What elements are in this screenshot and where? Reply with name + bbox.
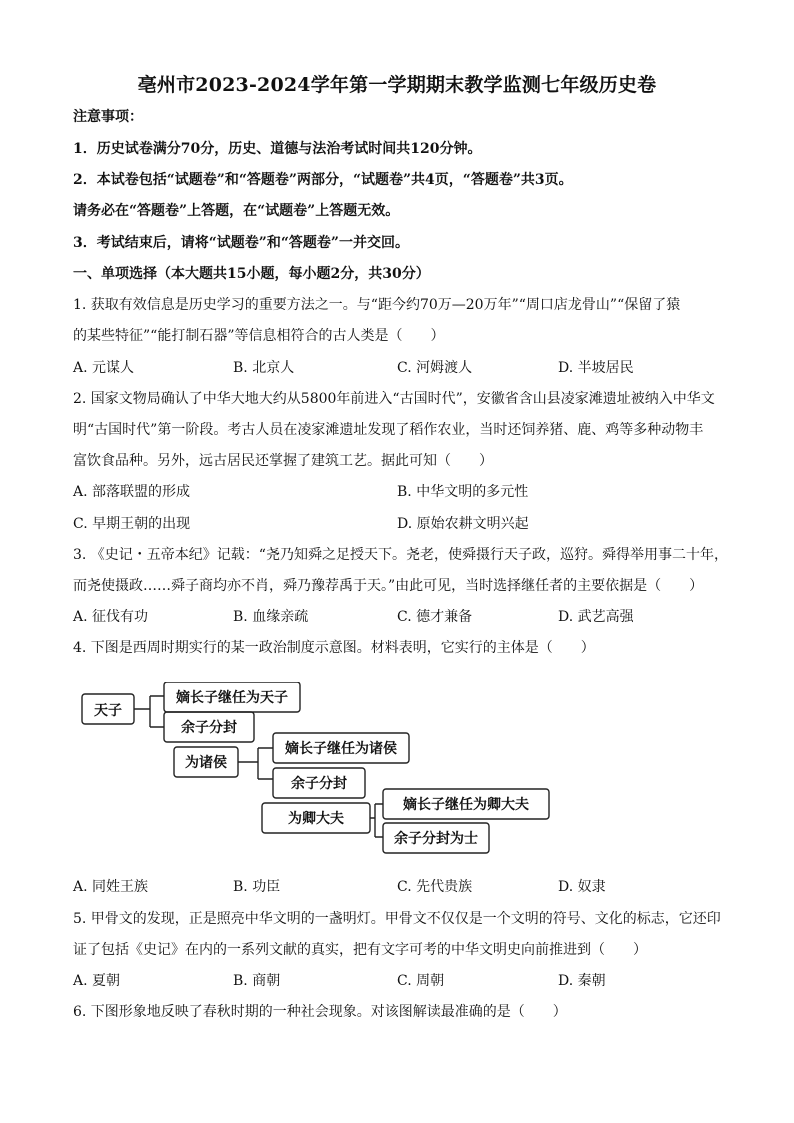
notice-item: 请务必在“答题卷”上答题，在“试题卷”上答题无效。 <box>73 203 400 219</box>
diagram-qingdafu-rest: 余子分封为士 <box>394 831 478 847</box>
question-2-line: 富饮食品种。另外，远古居民还掌握了建筑工艺。据此可知（ ） <box>73 453 493 469</box>
question-5-line: 5. 甲骨文的发现，正是照亮中华文明的一盏明灯。甲骨文不仅仅是一个文明的符号、文化的标志，它还印 <box>73 911 721 927</box>
question-4-option-c: C. 先代贵族 <box>397 879 473 895</box>
question-3-option-a: A. 征伐有功 <box>73 609 149 625</box>
question-4-option-d: D. 奴隶 <box>558 879 606 895</box>
question-2-option-c: C. 早期王朝的出现 <box>73 516 191 532</box>
question-1-line: 1. 获取有效信息是历史学习的重要方法之一。与“距今约70万—20万年”“周口店龙骨山”“保留了猿 <box>73 297 681 313</box>
diagram-zhuhou-heir: 嫡长子继任为诸侯 <box>285 741 397 757</box>
question-3-line: 而尧使摄政……舜子商均亦不肖，舜乃豫荐禹于天。”由此可见，当时选择继任者的主要依据是（ ） <box>73 578 704 594</box>
question-3-line: 3. 《史记・五帝本纪》记载：“尧乃知舜之足授天下。尧老，使舜摄行天子政，巡狩。舜得举用事二十年， <box>73 547 728 563</box>
question-2-option-b: B. 中华文明的多元性 <box>397 484 529 500</box>
section-title: 一、单项选择（本大题共15小题，每小题2分，共30分） <box>73 266 430 282</box>
question-3-option-c: C. 德才兼备 <box>397 609 473 625</box>
connector <box>134 696 164 727</box>
question-4-line: 4. 下图是西周时期实行的某一政治制度示意图。材料表明，它实行的主体是（ ） <box>73 640 595 656</box>
connector <box>370 804 383 837</box>
question-1-option-c: C. 河姆渡人 <box>397 360 473 376</box>
question-2-line: 明“古国时代”第一阶段。考古人员在凌家滩遗址发现了稻作农业，当时还饲养猪、鹿、鸡等多种动物丰 <box>73 422 704 438</box>
diagram-tianzi-heir: 嫡长子继任为天子 <box>176 690 288 706</box>
question-1-line: 的某些特征”“能打制石器”等信息相符合的古人类是（ ） <box>73 328 445 344</box>
page-title: 亳州市2023-2024学年第一学期期末教学监测七年级历史卷 <box>137 74 657 96</box>
diagram-tianzi: 天子 <box>94 703 122 719</box>
notice-item: 1．历史试卷满分70分，历史、道德与法治考试时间共120分钟。 <box>73 141 482 157</box>
question-5-option-d: D. 秦朝 <box>558 973 606 989</box>
question-1-option-b: B. 北京人 <box>233 360 295 376</box>
question-6-line: 6. 下图形象地反映了春秋时期的一种社会现象。对该图解读最准确的是（ ） <box>73 1004 567 1020</box>
diagram-tianzi-rest: 余子分封 <box>181 720 237 736</box>
question-4-option-a: A. 同姓王族 <box>73 879 149 895</box>
fenfeng-system-diagram <box>80 682 560 858</box>
question-1-option-a: A. 元谋人 <box>73 360 135 376</box>
question-5-option-c: C. 周朝 <box>397 973 445 989</box>
diagram-zhuhou-rest: 余子分封 <box>291 776 347 792</box>
notice-heading: 注意事项： <box>73 109 143 125</box>
question-4-option-b: B. 功臣 <box>233 879 281 895</box>
question-3-option-d: D. 武艺高强 <box>558 609 634 625</box>
question-3-option-b: B. 血缘亲疏 <box>233 609 309 625</box>
diagram-qingdafu: 为卿大夫 <box>288 811 344 827</box>
connector <box>238 748 273 779</box>
question-5-option-a: A. 夏朝 <box>73 973 121 989</box>
question-5-line: 证了包括《史记》在内的一系列文献的真实，把有文字可考的中华文明史向前推进到（ ） <box>73 942 647 958</box>
question-2-line: 2. 国家文物局确认了中华大地大约从5800年前进入“古国时代”，安徽省含山县凌家滩遗址被纳入中华文 <box>73 391 715 407</box>
question-2-option-d: D. 原始农耕文明兴起 <box>397 516 529 532</box>
question-5-option-b: B. 商朝 <box>233 973 281 989</box>
diagram-zhuhou: 为诸侯 <box>185 755 227 771</box>
diagram-qingdafu-heir: 嫡长子继任为卿大夫 <box>403 797 529 813</box>
notice-item: 2．本试卷包括“试题卷”和“答题卷”两部分，“试题卷”共4页，“答题卷”共3页。 <box>73 172 573 188</box>
notice-item: 3．考试结束后，请将“试题卷”和“答题卷”一并交回。 <box>73 235 409 251</box>
question-2-option-a: A. 部落联盟的形成 <box>73 484 191 500</box>
question-1-option-d: D. 半坡居民 <box>558 360 634 376</box>
